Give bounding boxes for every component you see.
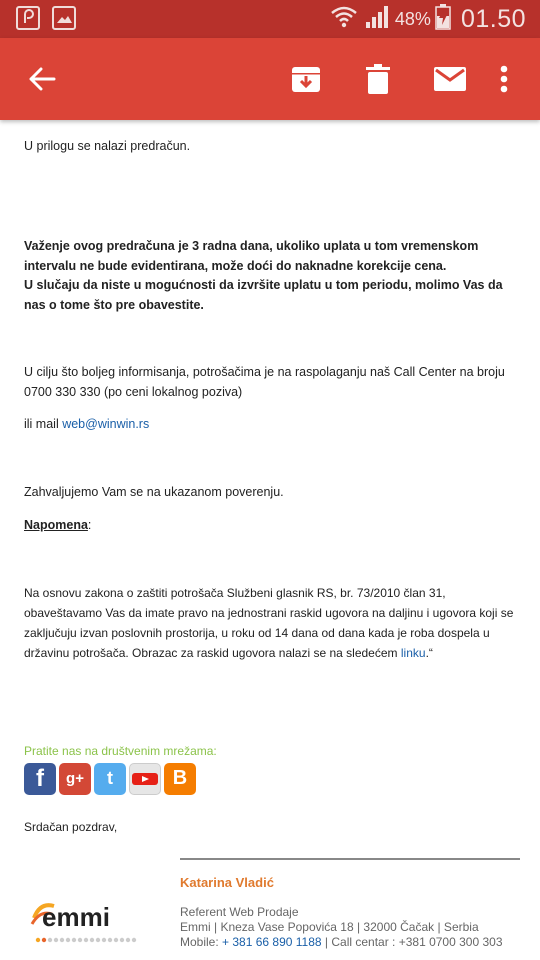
battery-charging-icon xyxy=(435,4,451,35)
mobile-number-link[interactable]: + 381 66 890 1188 xyxy=(222,935,322,949)
archive-icon[interactable] xyxy=(286,38,326,120)
wifi-icon xyxy=(331,6,357,33)
facebook-icon[interactable]: f xyxy=(24,763,56,795)
mobile-label: Mobile: xyxy=(180,935,223,949)
email-link[interactable]: web@winwin.rs xyxy=(62,417,150,431)
signal-icon xyxy=(365,5,389,34)
note-line xyxy=(24,516,520,536)
twitter-icon[interactable]: t xyxy=(94,763,126,795)
delete-icon[interactable] xyxy=(358,38,398,120)
note-label: Napomena xyxy=(24,518,88,532)
intro-text: U prilogu se nalazi predračun. xyxy=(24,139,191,153)
payment-request: U slučaju da niste u mogućnosti da izvršite uplatu u tom periodu, molimo Vas da nas o tome što pre obavestite. xyxy=(24,278,503,312)
signature-divider xyxy=(180,858,520,860)
signature-phone-line xyxy=(180,935,503,950)
notification-app-icon xyxy=(16,6,40,30)
signature-title: Referent Web Prodaje xyxy=(180,905,299,919)
logo-text: emmi xyxy=(42,902,110,932)
back-arrow-icon[interactable] xyxy=(20,38,64,120)
signature-name: Katarina Vladić xyxy=(180,875,274,890)
law-text xyxy=(24,583,520,663)
mail-prefix: ili mail xyxy=(24,417,63,431)
thanks-text: Zahvaljujemo Vam se na ukazanom poverenju. xyxy=(24,485,284,499)
google-plus-icon[interactable]: g+ xyxy=(59,763,91,795)
call-centar-text: | Call centar : +381 0700 300 303 xyxy=(321,935,503,949)
greeting-text: Srdačan pozdrav, xyxy=(24,820,118,834)
law-body: Na osnovu zakona o zaštiti potrošača Službeni glasnik RS, br. 73/2010 član 31, obaveštavamo Vas da imate pravo na jednostrani raskid ugovora na daljinu i ugovora koji se zaključuju izvan poslovnih prostorija, u roku od 14 dana od dana kada je roba dospela u državinu potrošača. Obrazac za raskid ugovora nalazi se na sledećem xyxy=(24,586,514,660)
clock: 01.50 xyxy=(460,4,526,33)
youtube-icon[interactable] xyxy=(129,763,161,795)
call-center-text: U cilju što boljeg informisanja, potrošačima je na raspolaganju naš Call Center na broju 0700 330 330 (po ceni lokalnog poziva) xyxy=(24,365,505,399)
email-toolbar xyxy=(0,38,540,120)
mail-line xyxy=(24,415,520,435)
mark-unread-icon[interactable] xyxy=(430,38,470,120)
status-bar xyxy=(0,0,540,38)
form-link[interactable]: linku xyxy=(400,646,426,660)
validity-notice: Važenje ovog predračuna je 3 radna dana, ukoliko uplata u tom vremenskom intervalu ne bude evidentirana, može doći do naknadne korekcije cena. xyxy=(24,239,479,273)
blogger-icon[interactable]: B xyxy=(164,763,196,795)
overflow-menu-icon[interactable] xyxy=(490,38,518,120)
follow-text: Pratite nas na društvenim mrežama: xyxy=(24,744,217,758)
social-links xyxy=(24,763,196,795)
gallery-icon xyxy=(52,6,76,30)
emmi-logo xyxy=(28,896,148,952)
note-colon: : xyxy=(87,518,92,532)
signature-address: Emmi | Kneza Vase Popovića 18 | 32000 Čačak | Serbia xyxy=(180,920,479,934)
battery-percent: 48% xyxy=(394,8,431,29)
law-end: .“ xyxy=(425,646,433,660)
